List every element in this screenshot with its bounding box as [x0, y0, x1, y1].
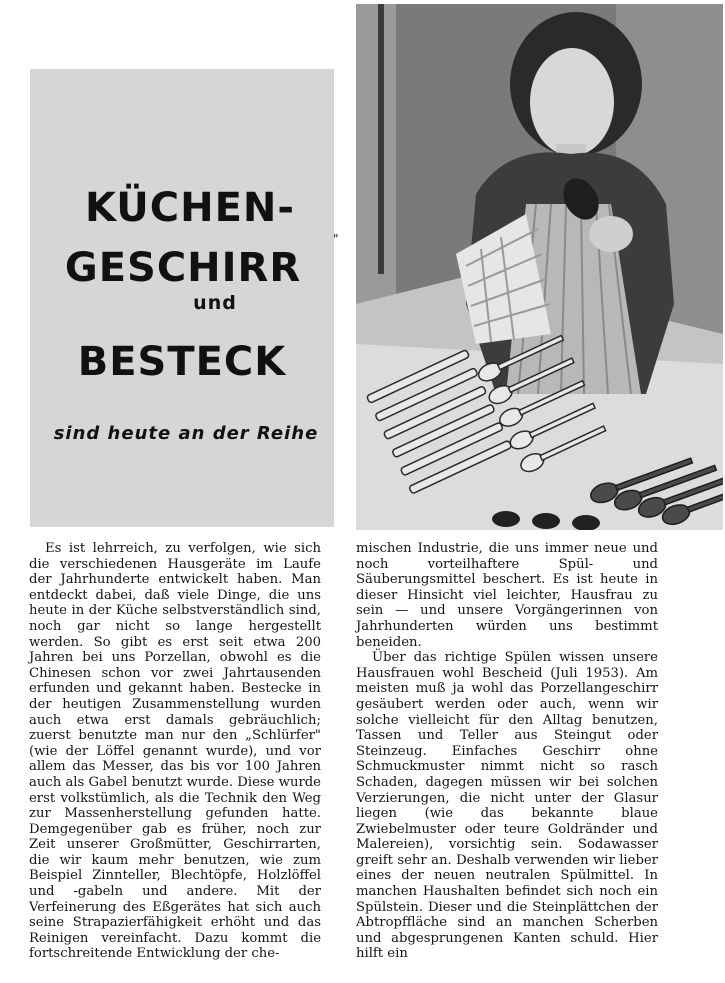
article-column-right — [356, 541, 658, 962]
title-connector-und: und — [193, 292, 237, 314]
article-paragraph: mischen Industrie, die uns immer neue und noch vorteilhaftere Spül- und Säuberungsmittel beschert. Es ist heute in dieser Hinsicht viel leichter, Hausfrau zu sein — und unsere Vorgängerinnen von Jahrhunderten würden uns bestimmt beneiden. — [356, 541, 658, 650]
title-panel — [30, 69, 334, 527]
title-subtitle: sind heute an der Reihe — [53, 423, 319, 444]
margin-mark: " — [333, 232, 339, 246]
article-column-left — [29, 541, 321, 962]
article-photo — [356, 4, 723, 530]
article-paragraph: Über das richtige Spülen wissen unsere Hausfrauen wohl Bescheid (Juli 1953). Am meisten muß ja wohl das Porzellangeschirr gesäubert werden oder auch, wenn wir solche vielleicht für den Alltag benutzen, Tassen und Teller aus Steingut oder Steinzeug. Einfaches Geschirr ohne Schmuckmuster nimmt nicht so rasch Schaden, dagegen müssen wir bei solchen Verzierungen, die nicht unter der Glasur liegen (wie das bekannte blaue Zwiebelmuster oder teure Goldränder und Malereien), vorsichtig sein. Sodawasser greift sehr an. Deshalb verwenden wir lieber eines der neuen neutralen Spülmittel. In manchen Haushalten befindet sich noch ein Spülstein. Dieser und die Steinplättchen der Abtropffläche sind an manchen Scherben und abgesprungenen Kanten schuld. Hier hilft ein — [356, 650, 658, 962]
article-paragraph: Es ist lehrreich, zu verfolgen, wie sich die verschiedenen Hausgeräte im Laufe der Jahrhunderte entwickelt haben. Man entdeckt dabei, daß viele Dinge, die uns heute in der Küche selbstverständlich sind, noch gar nicht so lange hergestellt werden. So gibt es erst seit etwa 200 Jahren bei uns Porzellan, obwohl es die Chinesen schon vor zwei Jahrtausenden erfunden und gekannt haben. Bestecke in der heutigen Zusammenstellung wurden auch etwa erst damals gebräuchlich; zuerst benutzte man nur den „Schlürfer" (wie der Löffel genannt wurde), und vor allem das Messer, das bis vor 100 Jahren auch als Gabel benutzt wurde. Diese wurde erst volkstümlich, als die Technik den Weg zur Massenherstellung gefunden hatte. Demgegenüber gab es früher, noch zur Zeit unserer Großmütter, Geschirrarten, die wir kaum mehr benutzen, wie zum Beispiel Zinnteller, Blechtöpfe, Holzlöffel und -gabeln und andere. Mit der Verfeinerung des Eßgerätes hat sich auch seine Strapazierfähigkeit erhöht und das Reinigen vereinfacht. Dazu kommt die fortschreitende Entwicklung der che- — [29, 541, 321, 962]
title-line-geschirr: GESCHIRR — [64, 245, 302, 291]
title-line-kuechen: KÜCHEN- — [84, 185, 295, 231]
title-line-besteck: BESTECK — [77, 339, 287, 385]
photo-illustration — [356, 4, 723, 530]
